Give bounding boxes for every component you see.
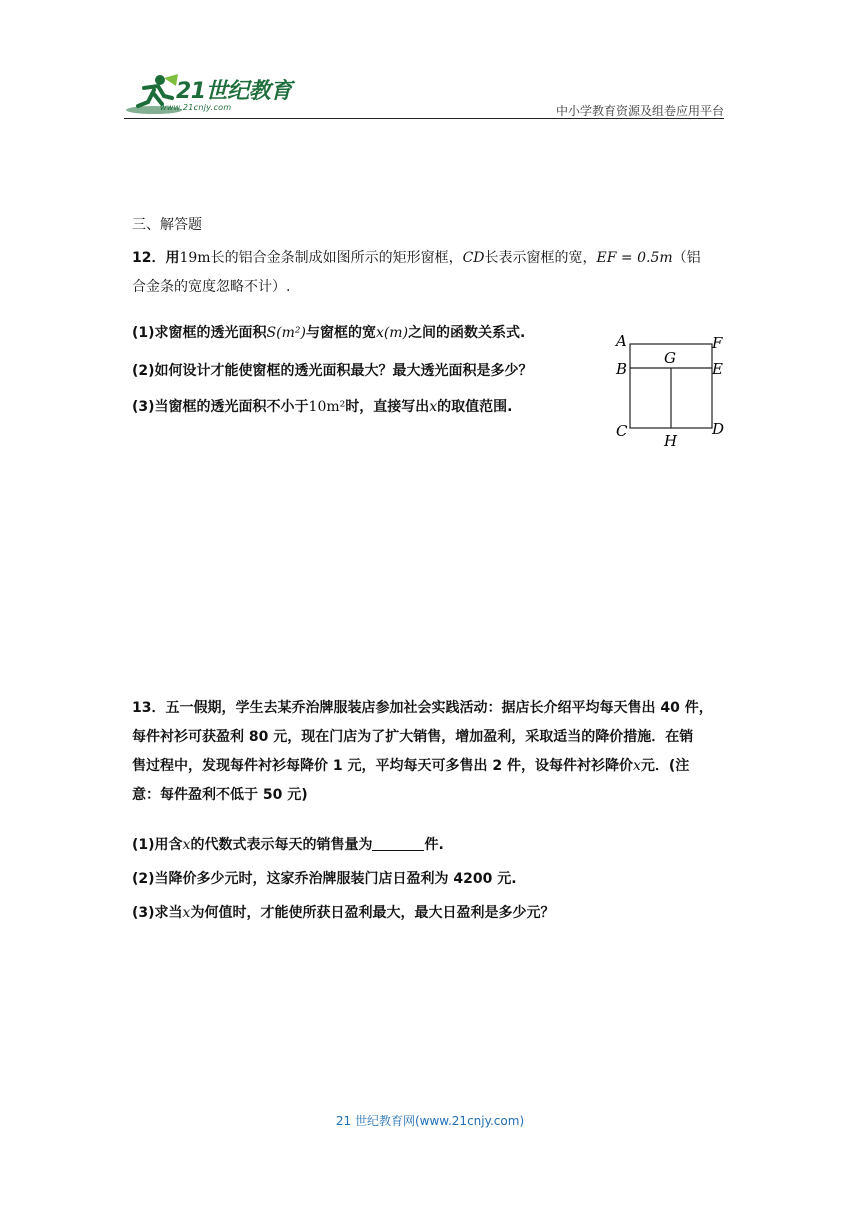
question-13 xyxy=(132,694,732,810)
q12-line-2: 合金条的宽度忽略不计）. xyxy=(132,279,291,295)
q12-p1-text-a: (1)求窗框的透光面积 xyxy=(132,325,267,341)
q12-length: 19m xyxy=(179,250,211,266)
q12-cd: CD xyxy=(462,250,485,266)
section-title: 三、解答题 xyxy=(132,217,202,233)
q12-ef: EF = 0.5m xyxy=(596,250,673,266)
q12-line-1 xyxy=(132,244,732,273)
page-header xyxy=(124,60,724,120)
logo-url: www.21cnjy.com xyxy=(160,103,232,112)
q12-text-c: （铝 xyxy=(672,250,701,266)
q13-line-2: 每件衬衫可获盈利 80 元，现在门店为了扩大销售，增加盈利，采取适当的降价措施．在销 xyxy=(132,729,694,745)
q12-text-a: 长的铝合金条制成如图所示的矩形窗框， xyxy=(210,250,463,266)
header-divider xyxy=(124,118,724,119)
q12-p1-text-b: 与窗框的宽 xyxy=(305,325,376,341)
q13-p3-x: x xyxy=(182,905,191,921)
label-g: G xyxy=(664,349,676,367)
q12-text-b: 长表示窗框的宽， xyxy=(484,250,597,266)
question-12 xyxy=(132,244,732,302)
label-d: D xyxy=(712,420,725,438)
label-b: B xyxy=(616,360,628,378)
q13-p1-text-b: 的代数式表示每天的销售量为 xyxy=(190,837,373,853)
label-f: F xyxy=(712,334,723,352)
q12-part-1 xyxy=(132,322,525,342)
q13-p3-text-a: (3)求当 xyxy=(132,905,183,921)
q12-part-2: (2)如何设计才能使窗框的透光面积最大？最大透光面积是多少？ xyxy=(132,363,533,379)
q12-p3-x: x xyxy=(429,399,438,415)
q13-line-4: 意：每件盈利不低于 50 元) xyxy=(132,787,308,803)
q13-line-1: 13．五一假期，学生去某乔治牌服装店参加社会实践活动：据店长介绍平均每天售出 40 件， xyxy=(132,700,713,716)
q12-p1-s: S(m²) xyxy=(266,325,306,341)
logo xyxy=(124,72,294,118)
label-h: H xyxy=(664,432,678,450)
q13-p1-text-a: (1)用含 xyxy=(132,837,183,853)
q13-part-1 xyxy=(132,834,444,854)
q13-part-2: (2)当降价多少元时，这家乔治牌服装门店日盈利为 4200 元. xyxy=(132,871,517,887)
q12-p1-text-c: 之间的函数关系式. xyxy=(408,325,526,341)
q13-p1-text-c: 件. xyxy=(424,837,444,853)
answer-blank[interactable] xyxy=(372,836,424,851)
window-frame-figure xyxy=(612,330,732,450)
logo-brand: 21世纪教育 xyxy=(176,79,292,104)
q13-p1-x: x xyxy=(182,837,191,853)
q12-p1-x: x(m) xyxy=(375,325,409,341)
q13-x: x xyxy=(632,758,641,774)
label-e: E xyxy=(712,360,723,378)
q13-p3-text-b: 为何值时，才能使所获日盈利最大，最大日盈利是多少元？ xyxy=(190,905,555,921)
q12-p3-text-a: (3)当窗框的透光面积不小于 xyxy=(132,399,309,415)
label-c: C xyxy=(616,422,628,440)
platform-text: 中小学教育资源及组卷应用平台 xyxy=(555,104,724,118)
q13-line-3 xyxy=(132,752,732,781)
label-a: A xyxy=(616,332,627,350)
q13-line-3-b: 元．(注 xyxy=(640,758,690,774)
q12-number: 12．用 xyxy=(132,250,180,266)
q13-part-3 xyxy=(132,902,554,922)
q12-p3-value: 10m² xyxy=(308,399,346,415)
q12-p3-text-c: 的取值范围. xyxy=(437,399,513,415)
q12-p3-text-b: 时，直接写出 xyxy=(345,399,430,415)
q12-part-3 xyxy=(132,396,512,416)
q13-line-3-a: 售过程中，发现每件衬衫每降价 1 元，平均每天可多售出 2 件，设每件衬衫降价 xyxy=(132,758,633,774)
page-footer: 21 世纪教育网(www.21cnjy.com) xyxy=(335,1114,525,1128)
